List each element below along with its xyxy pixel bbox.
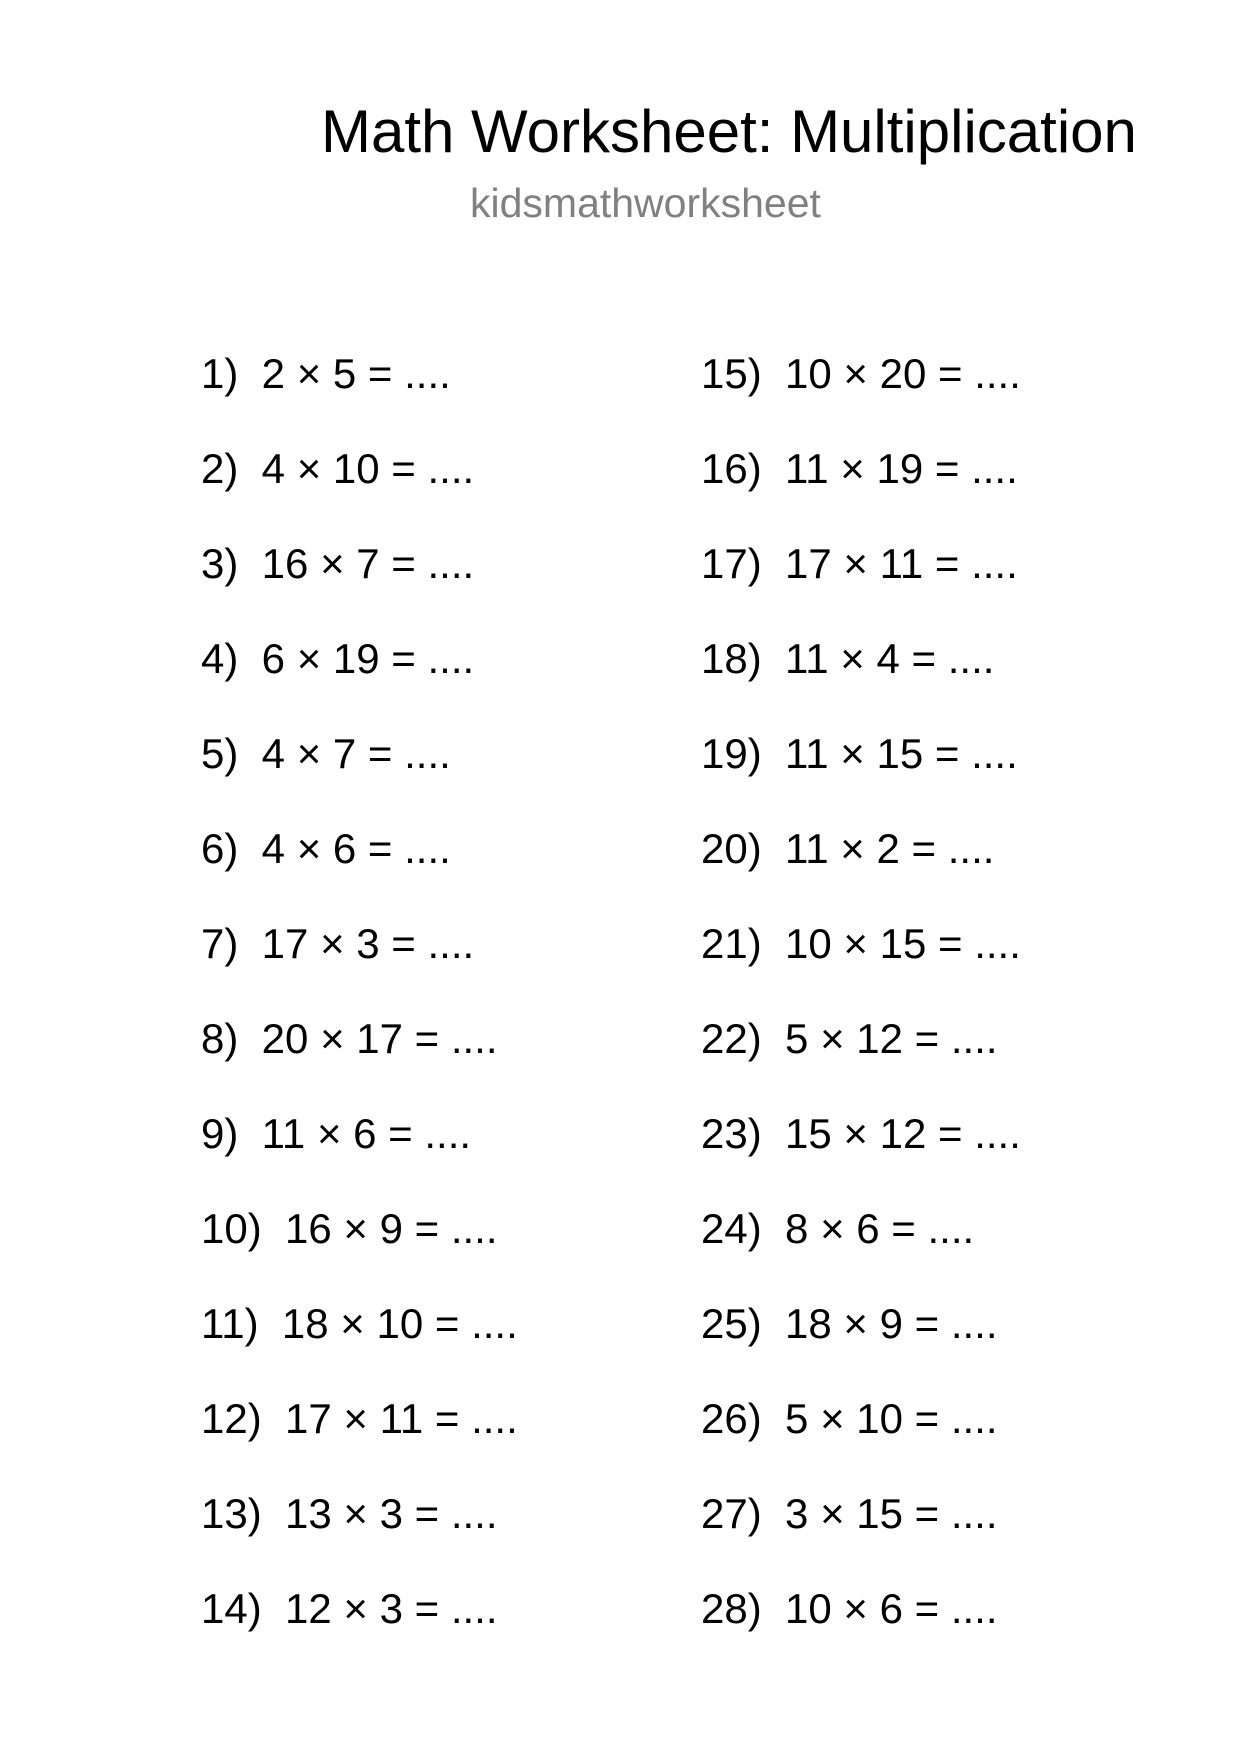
worksheet-title: Math Worksheet: Multiplication [321, 98, 1137, 165]
problem-13: 13) 13 × 3 = .... [201, 1490, 498, 1537]
problem-3: 3) 16 × 7 = .... [201, 540, 475, 587]
worksheet-source: kidsmathworksheet [470, 180, 821, 226]
problem-12: 12) 17 × 11 = .... [201, 1395, 518, 1442]
problem-27: 27) 3 × 15 = .... [701, 1490, 998, 1537]
problem-20: 20) 11 × 2 = .... [701, 825, 995, 872]
problem-16: 16) 11 × 19 = .... [701, 445, 1018, 492]
problem-6: 6) 4 × 6 = .... [201, 825, 451, 872]
problem-17: 17) 17 × 11 = .... [701, 540, 1018, 587]
problem-1: 1) 2 × 5 = .... [201, 350, 451, 397]
problem-7: 7) 17 × 3 = .... [201, 920, 475, 967]
problem-24: 24) 8 × 6 = .... [701, 1205, 975, 1252]
problem-10: 10) 16 × 9 = .... [201, 1205, 498, 1252]
problem-23: 23) 15 × 12 = .... [701, 1110, 1021, 1157]
problem-22: 22) 5 × 12 = .... [701, 1015, 998, 1062]
problem-18: 18) 11 × 4 = .... [701, 635, 995, 682]
problem-21: 21) 10 × 15 = .... [701, 920, 1021, 967]
problem-19: 19) 11 × 15 = .... [701, 730, 1018, 777]
problem-5: 5) 4 × 7 = .... [201, 730, 451, 777]
problem-11: 11) 18 × 10 = .... [201, 1300, 518, 1347]
problem-4: 4) 6 × 19 = .... [201, 635, 475, 682]
problem-14: 14) 12 × 3 = .... [201, 1585, 498, 1632]
problem-9: 9) 11 × 6 = .... [201, 1110, 472, 1157]
problem-25: 25) 18 × 9 = .... [701, 1300, 998, 1347]
problem-26: 26) 5 × 10 = .... [701, 1395, 998, 1442]
problem-2: 2) 4 × 10 = .... [201, 445, 475, 492]
problem-28: 28) 10 × 6 = .... [701, 1585, 998, 1632]
problem-15: 15) 10 × 20 = .... [701, 350, 1021, 397]
problem-8: 8) 20 × 17 = .... [201, 1015, 498, 1062]
